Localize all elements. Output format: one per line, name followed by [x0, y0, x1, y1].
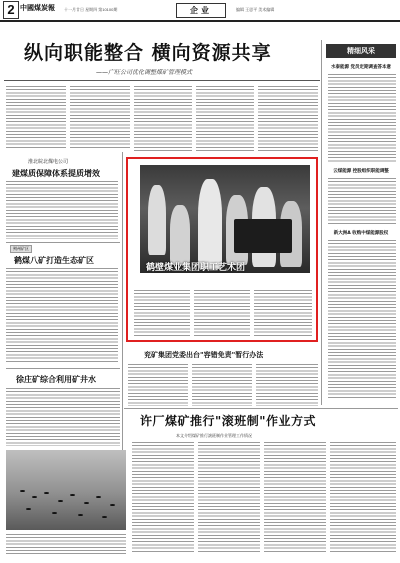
headline-rule: [4, 80, 320, 81]
photo-story-col-2: [194, 290, 250, 338]
bottom-col-3: [264, 442, 326, 552]
lead-article-col-5: [258, 86, 318, 152]
photo-story-col-1: [134, 290, 190, 338]
birds-caption-text: [6, 534, 126, 554]
right-item-body-1: [328, 74, 396, 162]
article3-body: [6, 388, 120, 446]
photo-story-col-3: [254, 290, 312, 338]
birds-photo: [6, 450, 126, 530]
lead-article-col-3: [134, 86, 192, 152]
column-divider: [321, 40, 322, 405]
right-column-title: 精细风采: [326, 44, 396, 58]
mid-article-col-3: [256, 364, 318, 406]
bottom-col-2: [198, 442, 260, 552]
article1-title: 建煤质保障体系提质增效: [12, 169, 100, 178]
main-headline: 纵向职能整合 横向资源共享: [24, 42, 272, 64]
bottom-subhead: 本文介绍煤矿推行滚班制作业管理工作情况: [176, 433, 252, 438]
right-item-title-1: 水泰能源 党员定期调查答本意: [330, 65, 392, 70]
bottom-col-4: [330, 442, 396, 552]
mid-article-col-1: [128, 364, 188, 406]
right-item-title-3: 新大洲A 收购中煤能源股权: [333, 231, 389, 236]
mid-article-title: 兖矿集团党委出台"容错免责"暂行办法: [144, 351, 264, 359]
divider: [6, 368, 120, 369]
article2-body: [6, 268, 118, 364]
main-subhead: ——广旺公司优化调整煤矿管理模式: [96, 69, 193, 76]
column-divider: [122, 152, 123, 452]
divider: [124, 408, 398, 409]
article2-tag: 朔州矿区: [10, 245, 32, 253]
article3-title: 徐庄矿综合利用矿井水: [16, 375, 96, 384]
bottom-headline: 许厂煤矿推行"滚班制"作业方式: [140, 414, 317, 428]
article1-body: [6, 181, 118, 239]
page-number: 2: [3, 1, 19, 19]
right-item-body-2: [328, 178, 396, 224]
right-item-body-3: [328, 240, 396, 400]
lead-article-col-4: [196, 86, 254, 152]
section-label: 企业: [176, 3, 226, 18]
bottom-col-1: [132, 442, 194, 552]
issue-date: 十一月廿日 星期四 第10100期: [64, 7, 118, 12]
newspaper-name: 中國煤炭報: [20, 3, 55, 12]
photo-caption: 鹤壁煤业集团职工艺术团: [146, 263, 246, 273]
editor-line: 编辑 王思平 美术编辑: [236, 7, 275, 12]
article2-title: 鹤煤八矿打造生态矿区: [14, 256, 94, 265]
article1-kicker: 淮北皖北煤电公司: [28, 159, 69, 165]
divider: [6, 242, 120, 243]
lead-article-col-2: [70, 86, 130, 150]
lead-article-col-1: [6, 86, 66, 150]
orchestra-photo: [140, 165, 310, 273]
mid-article-col-2: [192, 364, 252, 406]
right-item-title-2: 云煤能源 控股组织职能调整: [333, 169, 389, 174]
